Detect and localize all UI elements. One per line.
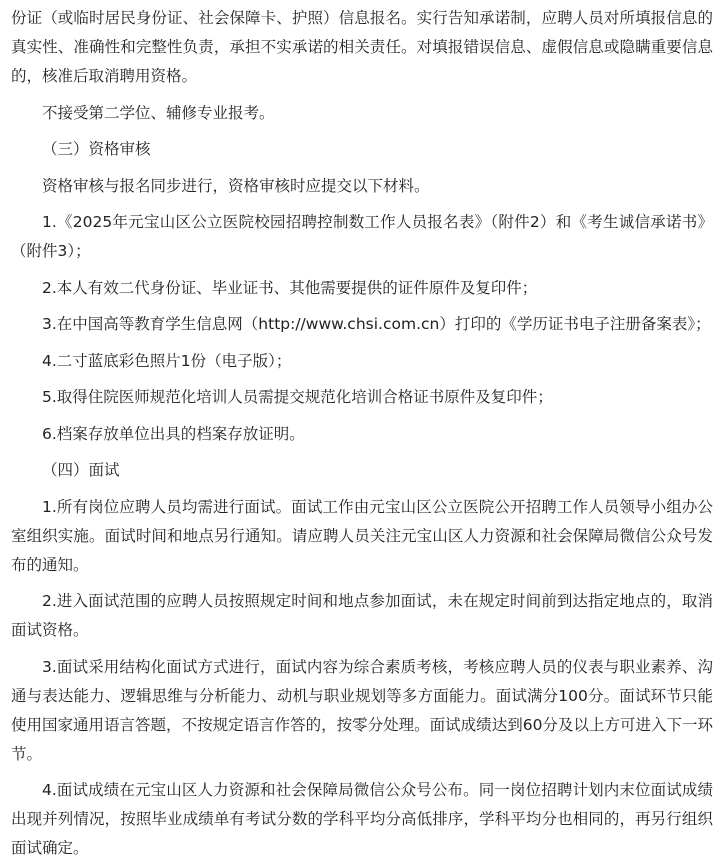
list-item-material-2: 2.本人有效二代身份证、毕业证书、其他需要提供的证件原件及复印件； (42, 278, 538, 297)
list-item-interview-4: 4.面试成绩在元宝山区人力资源和社会保障局微信公众号公布。同一岗位招聘计划内末位面试成绩出现并列情况，按照毕业成绩单有考试分数的学科平均分高低排序，学科平均分也相同的，再另行组织面试确定。 (11, 781, 713, 857)
section-heading-interview: （四）面试 (42, 461, 120, 479)
section-heading-qualification-review: （三）资格审核 (42, 140, 151, 158)
paragraph-continuation-registration: 份证（或临时居民身份证、社会保障卡、护照）信息报名。实行告知承诺制，应聘人员对所填报信息的真实性、准确性和完整性负责，承担不实承诺的相关责任。对填报错误信息、虚假信息或隐瞒重要信息的，核准后取消聘用资格。 (11, 9, 713, 85)
list-item-interview-3: 3.面试采用结构化面试方式进行，面试内容为综合素质考核，考核应聘人员的仪表与职业素养、沟通与表达能力、逻辑思维与分析能力、动机与职业规划等多方面能力。面试满分100分。面试环节只能使用国家通用语言答题，不按规定语言作答的，按零分处理。面试成绩达到60分及以上方可进入下一环节。 (11, 657, 713, 763)
paragraph-no-second-degree: 不接受第二学位、辅修专业报考。 (42, 103, 275, 122)
list-item-interview-1: 1.所有岗位应聘人员均需进行面试。面试工作由元宝山区公立医院公开招聘工作人员领导小组办公室组织实施。面试时间和地点另行通知。请应聘人员关注元宝山区人力资源和社会保障局微信公众号发布的通知。 (11, 497, 713, 574)
list-item-material-4: 4.二寸蓝底彩色照片1份（电子版）； (42, 351, 292, 370)
list-item-material-3: 3.在中国高等教育学生信息网（http://www.chsi.com.cn）打印的《学历证书电子注册备案表》； (42, 315, 711, 333)
list-item-material-6: 6.档案存放单位出具的档案存放证明。 (42, 424, 305, 443)
paragraph-qualification-intro: 资格审核与报名同步进行，资格审核时应提交以下材料。 (42, 176, 430, 195)
list-item-material-5: 5.取得住院医师规范化培训人员需提交规范化培训合格证书原件及复印件； (42, 388, 553, 406)
list-item-material-1: 1.《2025年元宝山区公立医院校园招聘控制数工作人员报名表》（附件2）和《考生诚信承诺书》（附件3）； (11, 213, 713, 260)
document-body (11, 4, 713, 863)
list-item-interview-2: 2.进入面试范围的应聘人员按照规定时间和地点参加面试，未在规定时间前到达指定地点的，取消面试资格。 (11, 592, 713, 639)
